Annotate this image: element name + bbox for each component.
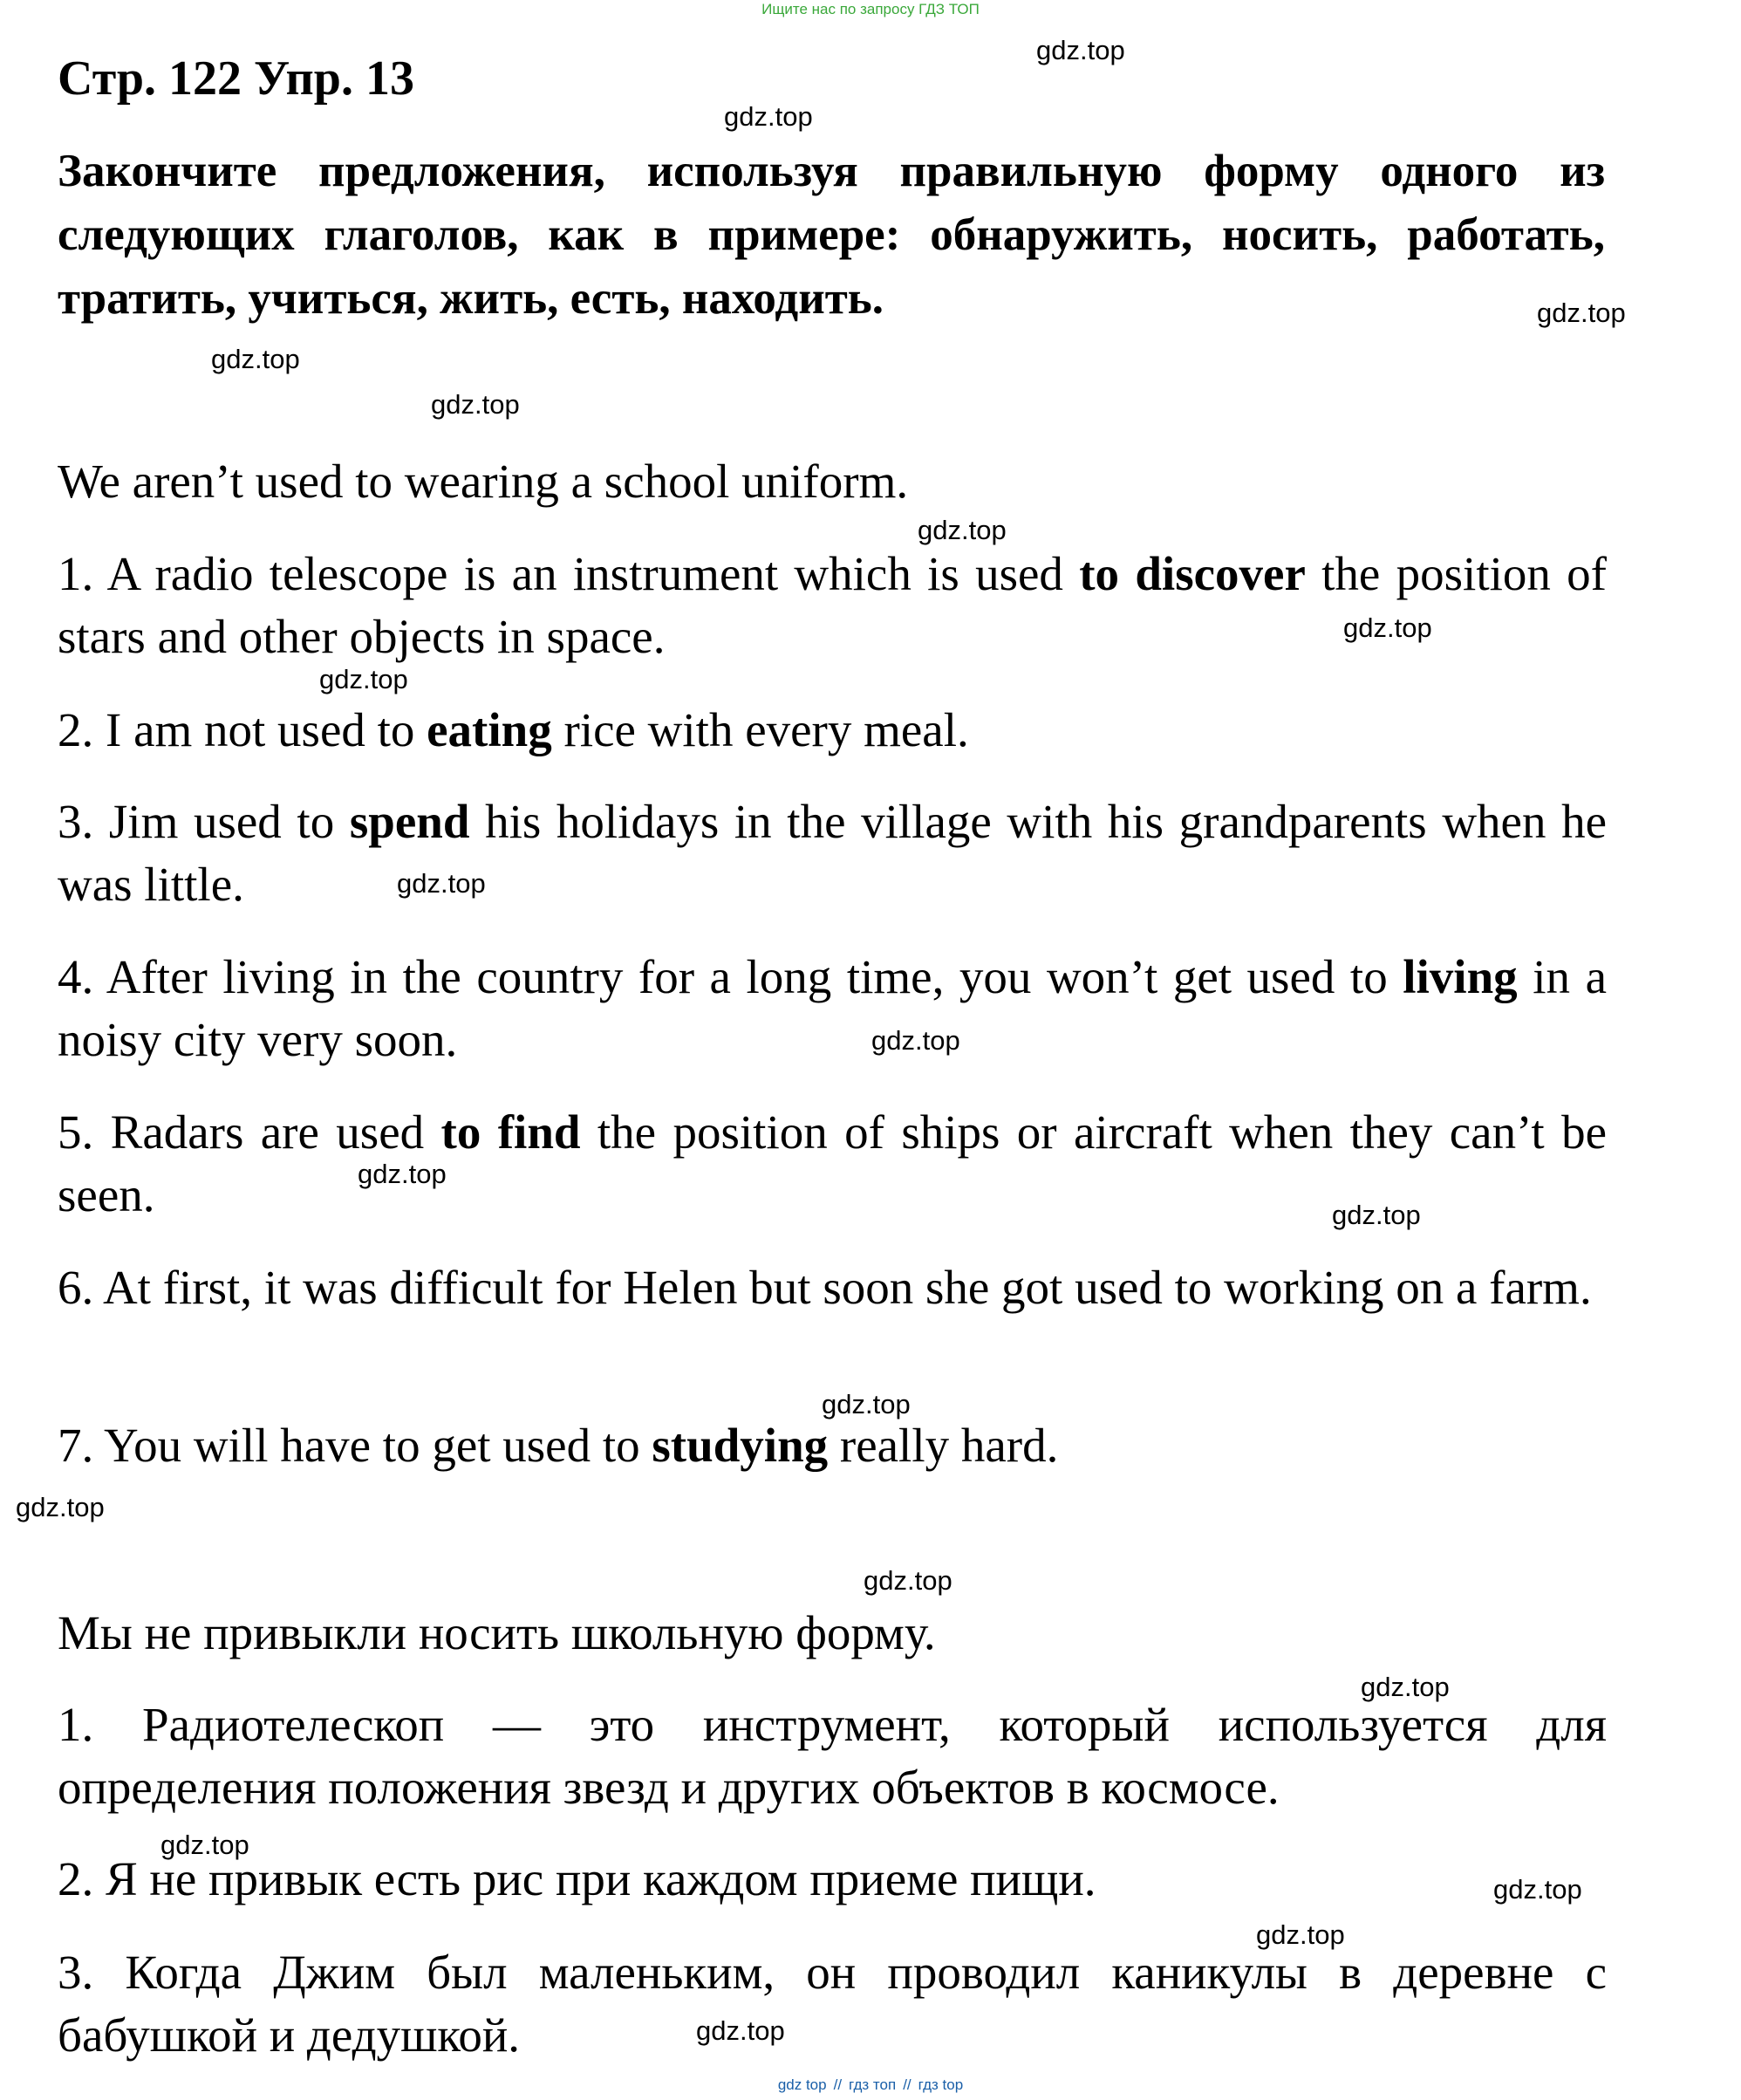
answer: eating [427,703,552,756]
watermark: gdz.top [160,1830,249,1860]
watermark: gdz.top [871,1025,960,1056]
task-instruction: Закончите предложения, используя правильную форму одного из следующих глаголов, как в примере: обнаружить, носить, работать, тратить, учиться, жить, есть, находить. [58,146,1605,324]
watermark: gdz.top [918,515,1007,545]
watermark: gdz.top [1493,1874,1582,1905]
english-item-7: 7. You will have to get used to studying really hard. [58,1419,1059,1472]
watermark: gdz.top [397,868,486,899]
watermark: gdz.top [1343,612,1432,643]
answer: living [1403,950,1518,1003]
russian-item-3: 3. Когда Джим был маленьким, он проводил каникулы в деревне с бабушкой и дедушкой. [58,1946,1607,2062]
footer-link-gdz-top-ru[interactable]: гдз топ [849,2076,897,2093]
watermark: gdz.top [431,389,520,420]
watermark: gdz.top [1361,1672,1450,1702]
english-item-3: 3. Jim used to spend his holidays in the village with his grandparents when he was little. [58,795,1608,911]
english-item-6: 6. At first, it was difficult for Helen but soon she got used to working on a farm. [58,1261,1592,1314]
watermark: gdz.top [822,1389,911,1419]
english-item-1: 1. A radio telescope is an instrument which is used to discover the position of stars and other objects in space. [58,547,1607,663]
watermark: gdz.top [358,1159,447,1189]
watermark: gdz.top [864,1565,952,1596]
top-banner-link[interactable]: Ищите нас по запросу ГДЗ ТОП [761,1,980,17]
page-title: Стр. 122 Упр. 13 [58,51,414,106]
answer: to discover [1079,547,1306,600]
english-item-5: 5. Radars are used to find the position of ships or aircraft when they can’t be seen. [58,1105,1607,1221]
watermark: gdz.top [1537,298,1626,328]
russian-example: Мы не привыкли носить школьную форму. [58,1606,936,1659]
footer-links [0,2076,1741,2094]
watermark: gdz.top [16,1492,105,1522]
answer: spend [349,795,470,848]
english-example: We aren’t used to wearing a school uniform. [58,455,909,508]
english-item-2: 2. I am not used to eating rice with every meal. [58,703,969,756]
russian-item-2: 2. Я не привык есть рис при каждом приеме пищи. [58,1852,1096,1905]
footer-separator: // [903,2076,911,2093]
footer-link-gdz-top[interactable]: gdz top [777,2076,827,2093]
watermark: gdz.top [696,2015,785,2046]
footer-separator: // [833,2076,843,2093]
answer: studying [652,1419,829,1472]
watermark: gdz.top [1036,35,1125,65]
watermark: gdz.top [724,101,813,132]
english-item-4: 4. After living in the country for a long time, you won’t get used to living in a noisy city very soon. [58,950,1607,1066]
watermark: gdz.top [1332,1200,1421,1230]
watermark: gdz.top [211,344,300,374]
russian-item-1: 1. Радиотелескоп — это инструмент, который используется для определения положения звезд и других объектов в космосе. [58,1698,1607,1814]
watermark: gdz.top [1256,1919,1345,1950]
footer-link-gdz-top-mixed[interactable]: гдз top [918,2076,964,2093]
watermark: gdz.top [319,664,408,694]
answer: to find [440,1105,581,1159]
